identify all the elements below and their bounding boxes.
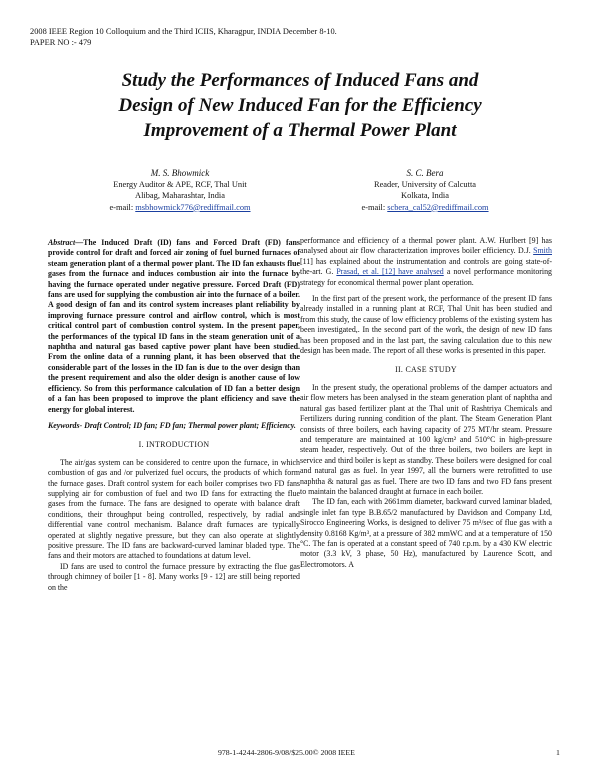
abstract <box>48 238 300 415</box>
abstract-label: Abstract <box>48 238 76 247</box>
copyright-isbn: 978-1-4244-2806-9/08/$25.00© 2008 IEEE <box>218 748 355 757</box>
email-label: e-mail: <box>361 202 388 212</box>
author-email-line <box>320 202 530 213</box>
text-run: a novel performance monitoring strategy for economical thermal power plant operation. <box>300 267 552 287</box>
left-column <box>48 238 300 593</box>
title-line-2: Design of New Induced Fan for the Efficiency <box>118 95 482 116</box>
author-name: S. C. Bera <box>406 168 444 178</box>
paragraph <box>300 236 552 288</box>
paragraph: The ID fan, each with 2661mm diameter, backward curved laminar bladed, single inlet fan type B.B.65/2 manufactured by Davidson and Company Ltd, Sirocco Engineering Works, is designed to deliver 75 m³/sec of flue gas with a density 0.8168 Kg/m³, at a pressure of 382 mmWC and at a temperature of 150 °C. The fan is operated at a constant speed of 740 r.p.m. by a 430 KW electric motor (3.3 kV, 3 phase, 50 Hz), manufactured by Laurence Scott, and Electromotors. A <box>300 497 552 569</box>
paper-number: PAPER NO :- 479 <box>30 38 92 47</box>
title-line-1: Study the Performances of Induced Fans and <box>121 70 479 91</box>
conference-header <box>30 26 337 48</box>
author-location: Kolkata, India <box>401 191 449 201</box>
paragraph: ID fans are used to control the furnace pressure by extracting the flue gas through chimney of boiler [1 - 8]. Many works [9 - 12] are still being reported on the <box>48 561 300 592</box>
author-location: Alibag, Maharashtar, India <box>135 191 225 201</box>
page-number: 1 <box>556 748 560 757</box>
text-run: [11] has explained about the instrumentation and controls are going state-of-the-art. G. <box>300 256 552 277</box>
email-label: e-mail: <box>109 202 136 212</box>
author-affiliation: Energy Auditor & APE, RCF, Thal Unit <box>113 180 247 190</box>
title-line-3: Improvement of a Thermal Power Plant <box>143 120 457 141</box>
right-column <box>300 236 552 570</box>
paragraph: In the present study, the operational problems of the damper actuators and air flow meters has been analysed in the steam generation plant of naphtha and natural gas based fertilizer plant at the Thal unit of Rashtriya Chemicals and Fertilizers during running condition of the plant. The Steam Generation Plant consists of three boilers, each having capacity of 275 MT/hr steam. Pressure and temperature are maintained at 100 kg/cm² and 510°C in high-pressure steam header, respectively. Out of the three boilers, two boilers are kept in service and third boiler is kept as standby. These boilers were designed for coal and natural gas as fuel. In year 1997, all the burners were retrofitted to use naphtha & natural gas as fuel. There are two ID fans and two FD fans present to maintain the balanced draught at furnace in each boiler. <box>300 382 552 496</box>
abstract-text: —The Induced Draft (ID) fans and Forced Draft (FD) fans provide control for draft and forced air zoning of fuel burned furnaces of steam generation plant of a thermal power plant. The ID fan exhausts flue gases from the furnace and induces combustion air into the furnace by having the furnace operated under negative pressure. Forced Draft (FD) fans are used for supplying the combustion air into the furnace of a boiler. A good design of fan and its control system increases plant reliability by improving furnace pressure control and airflow control, which is most critical control part of combustion control system. In the present paper, the performances of the typical ID fans in the steam generation unit of a naphtha and natural gas based captive power plant have been studied. From the online data of a running plant, it has been observed that the considerable part of the losses in the ID fan is due to the over design than the present requirement and also the older design is another cause of low efficiency. So from this performance calculation of ID fan a better design of a fan has been proposed to improve the plant efficiency and save the energy for global interest. <box>48 238 300 414</box>
author-email-link[interactable]: scbera_cal52@rediffmail.com <box>387 202 489 212</box>
author-email-line <box>80 202 280 213</box>
reference-link-prasad[interactable]: Prasad, et al. [12] have analysed <box>336 267 444 277</box>
keywords: Keywords- Draft Control; ID fan; FD fan; Thermal power plant; Efficiency. <box>48 420 296 430</box>
author-name: M. S. Bhowmick <box>150 168 210 178</box>
reference-link-smith[interactable]: Smith <box>533 246 552 256</box>
paper-title <box>40 68 560 143</box>
text-run: performance and efficiency of a thermal power plant. A.W. Hurlbert [9] has analysed about air flow characterization improves boiler efficiency. D.J. <box>300 236 552 256</box>
author-block-1 <box>80 168 280 213</box>
author-affiliation: Reader, University of Calcutta <box>374 180 476 190</box>
conference-line: 2008 IEEE Region 10 Colloquium and the Third ICIIS, Kharagpur, INDIA December 8-10. <box>30 27 337 36</box>
author-email-link[interactable]: msbhowmick776@rediffmail.com <box>135 202 251 212</box>
paragraph: The air/gas system can be considered to centre upon the furnace, in which combustion of gas and /or pulverized fuel occurs, the products of which form the furnace gases. Draft control system for each boiler comprises two FD fans supplying air for combustion of fuel and two ID fans for extracting the flue gases from the furnace. The fans are designed to operate with balance draft conditions, their throughput being controlled, respectively, by radial and differential vane control mechanism. Balance draft furnaces are typically operated at slightly negative pressure, but they can also operate at slightly positive pressure. The ID fans are backward-curved laminar bladed type. The fans and their motors are attached to foundations at datum level. <box>48 457 300 561</box>
section-heading-introduction: I. INTRODUCTION <box>138 440 210 450</box>
section-heading-case-study: II. CASE STUDY <box>395 365 457 375</box>
author-block-2 <box>320 168 530 213</box>
paragraph: In the first part of the present work, the performance of the present ID fans already installed in a running plant at RCF, Thal Unit has been studied and from this study, the cause of low efficiency problems of the existing system has been investigated,. In the second part of the work, the design of new ID fans has been proposed and in the last part, the saving calculation due to this new design has been made. The report of all these works is presented in this paper. <box>300 294 552 356</box>
